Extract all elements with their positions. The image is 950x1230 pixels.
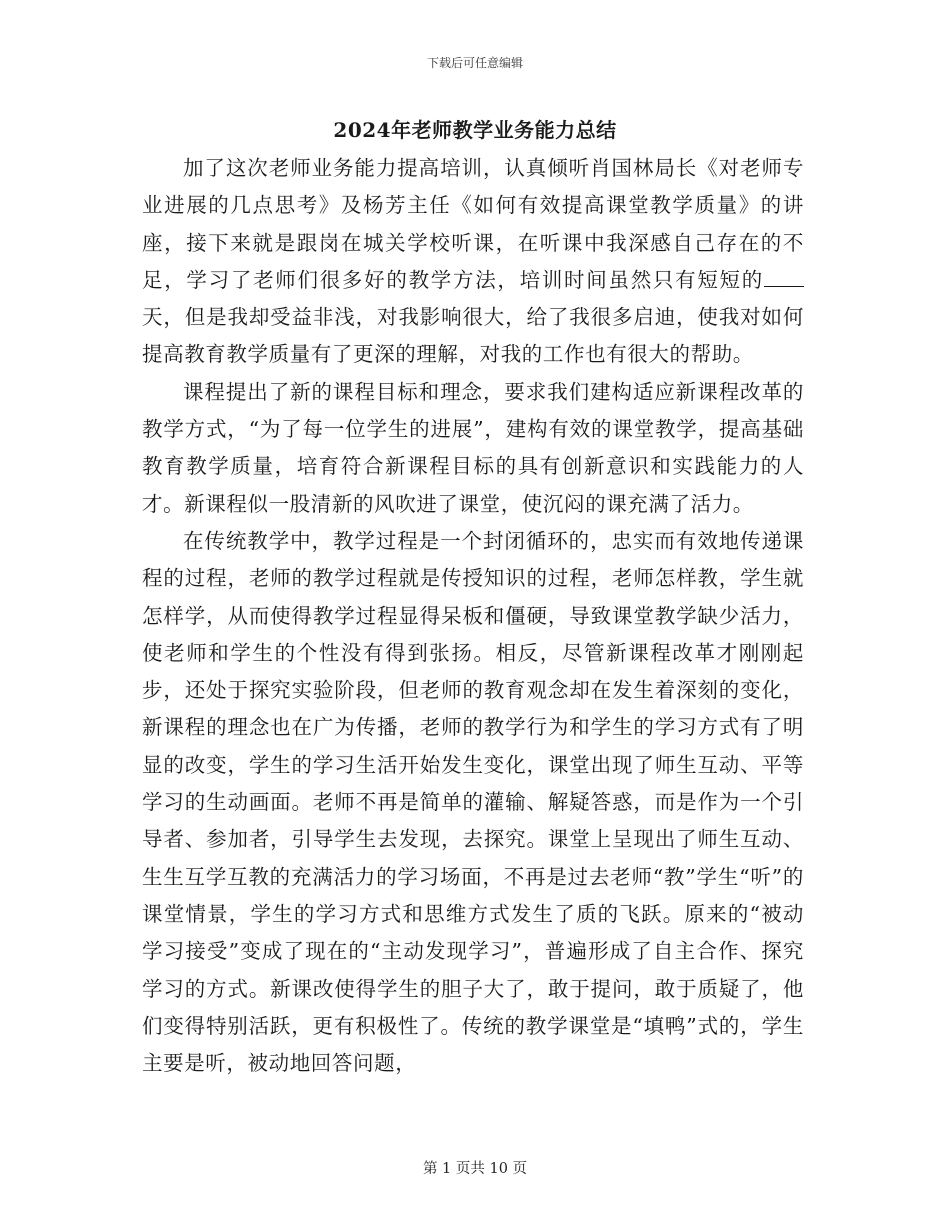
paragraph-1-text-a: 加了这次老师业务能力提高培训，认真倾听肖国林局长《对老师专业进展的几点思考》及杨芳主任《如何有效提高课堂教学质量》的讲座，接下来就是跟岗在城关学校听课，在听课中我深感自己存在的不足，学习了老师们很多好的教学方法，培训时间虽然只有短短的: [142, 156, 804, 292]
paragraph-2: 课程提出了新的课程目标和理念，要求我们建构适应新课程改革的教学方式，“为了每一位学生的进展”，建构有效的课堂教学，提高基础教育教学质量，培育符合新课程目标的具有创新意识和实践能力的人才。新课程似一股清新的风吹进了课堂，使沉闷的课充满了活力。: [142, 379, 804, 516]
page-number: 第 1 页共 10 页: [422, 1161, 528, 1177]
paragraph-1-text-b: 天，但是我却受益非浅，对我影响很大，给了我很多启迪，使我对如何提高教育教学质量有了更深的理解，对我的工作也有很大的帮助。: [142, 305, 804, 367]
document-title: 2024年老师教学业务能力总结: [333, 118, 617, 142]
fill-in-blank: [764, 268, 804, 287]
paragraph-3: 在传统教学中，教学过程是一个封闭循环的，忠实而有效地传递课程的过程，老师的教学过程就是传授知识的过程，老师怎样教，学生就怎样学，从而使得教学过程显得呆板和僵硬，导致课堂教学缺少活力，使老师和学生的个性没有得到张扬。相反，尽管新课程改革才刚刚起步，还处于探究实验阶段，但老师的教育观念却在发生着深刻的变化，新课程的理念也在广为传播，老师的教学行为和学生的学习方式有了明显的改变，学生的学习生活开始发生变化，课堂出现了师生互动、平等学习的生动画面。老师不再是简单的灌输、解疑答惑，而是作为一个引导者、参加者，引导学生去发现，去探究。课堂上呈现出了师生互动、生生互学互教的充满活力的学习场面，不再是过去老师“教”学生“听”的课堂情景，学生的学习方式和思维方式发生了质的飞跃。原来的“被动学习接受”变成了现在的“主动发现学习”，普遍形成了自主合作、探究学习的方式。新课改使得学生的胆子大了，敢于提问，敢于质疑了，他们变得特别活跃，更有积极性了。传统的教学课堂是“填鸭”式的，学生主要是听，被动地回答问题，: [142, 528, 804, 1076]
document-body: [142, 150, 804, 1082]
page-header: 下载后可任意编辑: [426, 56, 523, 70]
paragraph-1: [142, 150, 804, 374]
